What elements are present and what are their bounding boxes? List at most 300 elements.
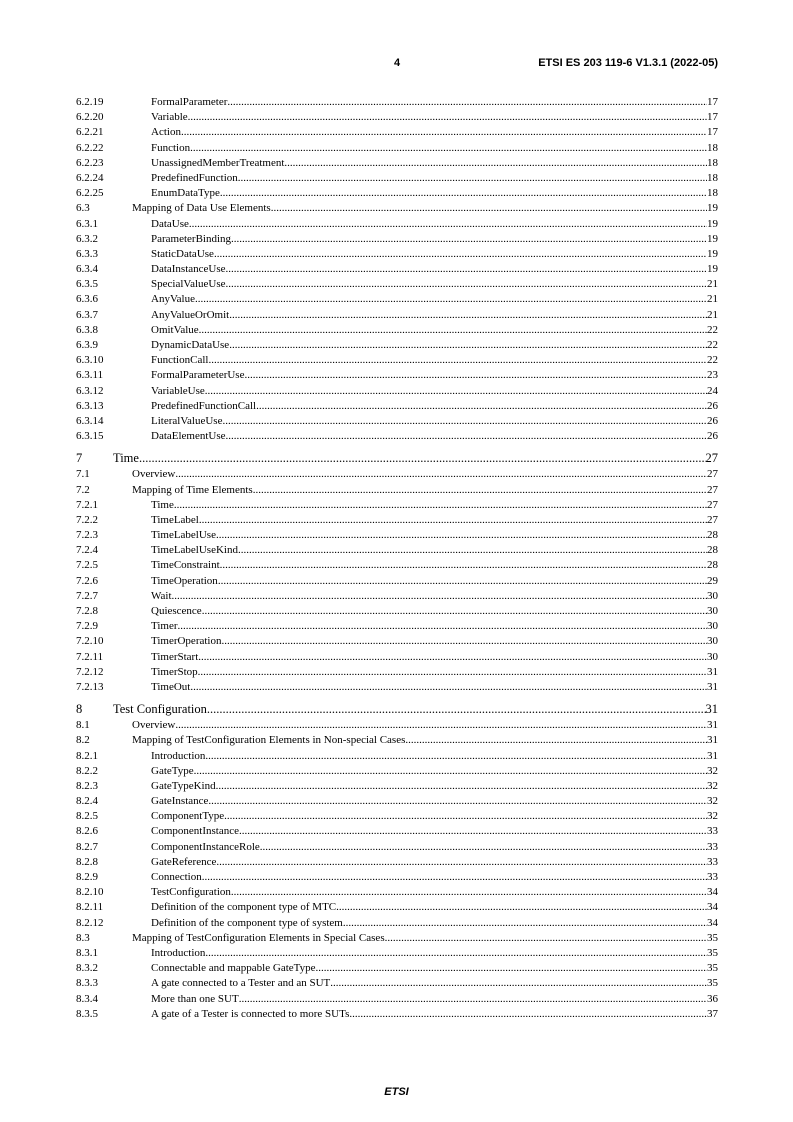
toc-entry-page: 30 xyxy=(707,635,718,648)
toc-entry-body xyxy=(151,589,718,604)
toc-entry-title: TimerStart xyxy=(151,650,199,663)
toc-leader-dots xyxy=(199,513,707,528)
toc-entry-title: Introduction xyxy=(151,749,206,762)
toc-entry-page: 32 xyxy=(707,810,718,823)
toc-entry[interactable] xyxy=(76,308,718,323)
toc-leader-dots xyxy=(194,764,707,779)
toc-entry-number: 8.3 xyxy=(76,931,90,944)
toc-entry-title: TimeLabel xyxy=(151,513,199,526)
toc-leader-dots xyxy=(188,110,707,125)
toc-leader-dots xyxy=(205,749,707,764)
toc-entry-page: 18 xyxy=(707,171,718,184)
toc-entry-page: 31 xyxy=(707,665,718,678)
toc-entry-number: 8.2 xyxy=(76,734,90,747)
toc-entry[interactable] xyxy=(76,1007,718,1022)
toc-entry[interactable] xyxy=(76,840,718,855)
toc-entry[interactable] xyxy=(76,201,718,216)
toc-entry-body xyxy=(151,764,718,779)
toc-leader-dots xyxy=(218,574,707,589)
toc-entry-title: Function xyxy=(151,141,191,154)
toc-entry-page: 19 xyxy=(707,217,718,230)
toc-entry[interactable] xyxy=(76,870,718,885)
toc-entry-body xyxy=(151,749,718,764)
toc-entry-page: 34 xyxy=(707,901,718,914)
toc-entry-page: 31 xyxy=(707,680,718,693)
toc-entry-page: 37 xyxy=(707,1007,718,1020)
toc-entry-number: 6.2.21 xyxy=(76,126,104,139)
toc-entry-body xyxy=(151,399,718,414)
toc-entry[interactable] xyxy=(76,946,718,961)
toc-entry-number: 6.3.9 xyxy=(76,339,98,351)
toc-entry-page: 21 xyxy=(707,308,718,321)
toc-leader-dots xyxy=(181,125,707,140)
toc-entry-number: 6.3.12 xyxy=(76,384,104,397)
toc-entry-number: 7.2.6 xyxy=(76,574,98,587)
toc-entry[interactable] xyxy=(76,110,718,125)
toc-entry-page: 22 xyxy=(707,339,718,351)
toc-entry-page: 27 xyxy=(707,513,718,526)
toc-entry-number: 8.2.12 xyxy=(76,916,104,929)
toc-leader-dots xyxy=(189,217,707,232)
toc-leader-dots xyxy=(172,589,708,604)
toc-entry-title: SpecialValueUse xyxy=(151,278,226,291)
toc-leader-dots xyxy=(221,634,707,649)
toc-entry-title: FormalParameterUse xyxy=(151,369,245,382)
toc-leader-dots xyxy=(216,528,707,543)
toc-entry[interactable] xyxy=(76,604,718,619)
toc-entry[interactable] xyxy=(76,885,718,900)
toc-entry-title: More than one SUT xyxy=(151,992,239,1005)
toc-entry-page: 21 xyxy=(707,293,718,306)
toc-entry-number: 8.2.2 xyxy=(76,764,98,777)
toc-entry-title: LiteralValueUse xyxy=(151,414,223,427)
toc-entry-number: 8.2.3 xyxy=(76,779,98,792)
toc-entry-title: ComponentInstanceRole xyxy=(151,840,260,853)
toc-leader-dots xyxy=(330,976,707,991)
toc-entry-number: 8.2.10 xyxy=(76,886,104,899)
toc-entry[interactable] xyxy=(76,186,718,201)
toc-entry[interactable] xyxy=(76,217,718,232)
toc-entry-number: 6.2.23 xyxy=(76,156,104,169)
toc-entry[interactable] xyxy=(76,794,718,809)
toc-entry[interactable] xyxy=(76,900,718,915)
toc-entry-page: 27 xyxy=(707,483,718,496)
toc-entry[interactable] xyxy=(76,824,718,839)
toc-entry-page: 31 xyxy=(705,702,718,717)
toc-entry-number: 8.2.8 xyxy=(76,855,98,868)
toc-entry-body xyxy=(151,498,718,513)
toc-entry-body xyxy=(151,262,718,277)
toc-entry[interactable] xyxy=(76,449,718,467)
toc-entry-body xyxy=(151,353,718,368)
toc-entry-number: 7.2.10 xyxy=(76,635,104,648)
toc-entry-page: 32 xyxy=(707,779,718,792)
toc-entry-page: 36 xyxy=(707,992,718,1005)
toc-entry-body xyxy=(151,885,718,900)
toc-entry-body xyxy=(132,201,718,216)
toc-entry-title: Time xyxy=(151,498,174,511)
toc-entry[interactable] xyxy=(76,399,718,414)
toc-entry-page: 31 xyxy=(707,719,718,732)
toc-entry-body xyxy=(151,558,718,573)
toc-entry[interactable] xyxy=(76,558,718,573)
toc-entry-page: 30 xyxy=(707,620,718,633)
toc-entry-title: Overview xyxy=(132,719,176,732)
toc-entry-number: 8.2.1 xyxy=(76,749,98,762)
toc-entry-title: DataUse xyxy=(151,217,189,230)
toc-entry-title: Action xyxy=(151,126,181,139)
toc-entry[interactable] xyxy=(76,992,718,1007)
toc-leader-dots xyxy=(205,384,707,399)
toc-entry[interactable] xyxy=(76,634,718,649)
toc-entry[interactable] xyxy=(76,931,718,946)
toc-leader-dots xyxy=(284,156,707,171)
toc-entry-page: 18 xyxy=(707,141,718,154)
toc-entry[interactable] xyxy=(76,338,718,353)
toc-entry-number: 6.2.25 xyxy=(76,187,104,200)
toc-leader-dots xyxy=(195,292,707,307)
toc-entry[interactable] xyxy=(76,498,718,513)
toc-entry[interactable] xyxy=(76,619,718,634)
toc-entry-number: 6.3.3 xyxy=(76,247,98,260)
toc-entry-body xyxy=(132,733,718,748)
toc-leader-dots xyxy=(208,353,707,368)
toc-entry-body xyxy=(151,650,718,665)
toc-leader-dots xyxy=(175,467,707,482)
toc-entry-page: 23 xyxy=(707,369,718,382)
toc-entry[interactable] xyxy=(76,277,718,292)
toc-leader-dots xyxy=(253,483,707,498)
toc-entry-body xyxy=(151,186,718,201)
toc-entry-body xyxy=(151,961,718,976)
toc-entry-page: 27 xyxy=(705,451,718,466)
toc-entry-title: A gate connected to a Tester and an SUT xyxy=(151,977,331,990)
toc-entry-body xyxy=(151,232,718,247)
toc-entry-number: 8.2.11 xyxy=(76,901,104,914)
toc-entry-number: 7 xyxy=(76,451,83,466)
toc-leader-dots xyxy=(349,1007,707,1022)
toc-entry-body xyxy=(151,429,718,444)
toc-entry[interactable] xyxy=(76,855,718,870)
toc-leader-dots xyxy=(198,650,707,665)
toc-entry-title: Quiescence xyxy=(151,605,202,617)
toc-entry-page: 33 xyxy=(707,825,718,838)
toc-entry-title: Mapping of Data Use Elements xyxy=(132,202,271,215)
toc-entry-title: Mapping of TestConfiguration Elements in Non-special Cases xyxy=(132,734,406,747)
toc-entry-body xyxy=(151,308,718,323)
toc-entry[interactable] xyxy=(76,665,718,680)
toc-entry[interactable] xyxy=(76,650,718,665)
toc-entry-page: 34 xyxy=(707,916,718,929)
toc-entry[interactable] xyxy=(76,528,718,543)
toc-leader-dots xyxy=(343,916,707,931)
toc-leader-dots xyxy=(220,558,707,573)
toc-entry-body xyxy=(151,992,718,1007)
toc-leader-dots xyxy=(222,414,707,429)
toc-entry[interactable] xyxy=(76,125,718,140)
toc-entry[interactable] xyxy=(76,543,718,558)
toc-entry-title: Test Configuration xyxy=(113,702,207,717)
toc-entry[interactable] xyxy=(76,353,718,368)
toc-entry[interactable] xyxy=(76,733,718,748)
toc-entry-title: FormalParameter xyxy=(151,96,228,108)
toc-entry-body xyxy=(151,368,718,383)
toc-entry-body xyxy=(132,483,718,498)
toc-entry-title: Introduction xyxy=(151,946,206,959)
toc-entry-title: Connection xyxy=(151,871,202,883)
toc-entry[interactable] xyxy=(76,156,718,171)
toc-leader-dots xyxy=(238,171,707,186)
toc-entry-page: 18 xyxy=(707,187,718,200)
toc-leader-dots xyxy=(238,543,707,558)
toc-entry-page: 31 xyxy=(707,749,718,762)
toc-entry-page: 30 xyxy=(707,650,718,663)
toc-entry[interactable] xyxy=(76,414,718,429)
toc-entry-body xyxy=(151,110,718,125)
toc-entry-body xyxy=(151,665,718,680)
toc-entry-number: 8.2.7 xyxy=(76,840,98,853)
toc-entry-number: 8.3.1 xyxy=(76,946,98,959)
toc-entry-number: 6.2.20 xyxy=(76,111,104,124)
toc-entry-number: 6.3.13 xyxy=(76,399,104,412)
toc-leader-dots xyxy=(227,95,707,110)
toc-entry-body xyxy=(151,414,718,429)
toc-entry-number: 7.2.5 xyxy=(76,559,98,572)
toc-entry[interactable] xyxy=(76,141,718,156)
toc-entry[interactable] xyxy=(76,368,718,383)
toc-leader-dots xyxy=(216,855,707,870)
toc-entry[interactable] xyxy=(76,232,718,247)
toc-entry-number: 6.2.19 xyxy=(76,96,104,108)
toc-entry-body xyxy=(151,574,718,589)
toc-entry[interactable] xyxy=(76,749,718,764)
toc-entry-body xyxy=(151,125,718,140)
toc-leader-dots xyxy=(256,399,707,414)
toc-entry-body xyxy=(151,779,718,794)
toc-entry-page: 35 xyxy=(707,962,718,975)
toc-entry-page: 18 xyxy=(707,156,718,169)
toc-entry-number: 6.3.11 xyxy=(76,369,104,382)
toc-entry-body xyxy=(151,247,718,262)
toc-leader-dots xyxy=(220,186,707,201)
toc-entry-page: 33 xyxy=(707,840,718,853)
toc-entry-number: 6.3.7 xyxy=(76,308,98,321)
toc-entry-page: 26 xyxy=(707,399,718,412)
toc-entry-body xyxy=(113,449,718,467)
toc-leader-dots xyxy=(178,619,708,634)
toc-entry-title: GateType xyxy=(151,764,194,777)
toc-leader-dots xyxy=(202,604,707,619)
toc-leader-dots xyxy=(207,700,706,718)
toc-entry-page: 33 xyxy=(707,871,718,883)
toc-entry-title: TimerOperation xyxy=(151,635,222,648)
toc-entry-title: AnyValue xyxy=(151,293,195,306)
page-header xyxy=(76,57,718,73)
toc-entry[interactable] xyxy=(76,262,718,277)
toc-entry-title: ParameterBinding xyxy=(151,232,232,245)
toc-entry-number: 7.2.8 xyxy=(76,605,98,617)
toc-entry[interactable] xyxy=(76,292,718,307)
toc-leader-dots xyxy=(199,323,707,338)
toc-leader-dots xyxy=(214,247,707,262)
toc-entry[interactable] xyxy=(76,700,718,718)
toc-entry-title: VariableUse xyxy=(151,384,205,397)
toc-entry-body xyxy=(151,323,718,338)
toc-leader-dots xyxy=(336,900,707,915)
toc-entry-body xyxy=(151,870,718,885)
toc-entry-title: Overview xyxy=(132,468,176,481)
toc-entry-body xyxy=(151,900,718,915)
toc-entry-number: 8.2.5 xyxy=(76,810,98,823)
toc-entry-page: 32 xyxy=(707,795,718,808)
toc-entry-page: 28 xyxy=(707,559,718,572)
toc-leader-dots xyxy=(202,870,707,885)
page-number: 4 xyxy=(393,57,401,69)
toc-entry[interactable] xyxy=(76,589,718,604)
toc-entry-number: 8.3.5 xyxy=(76,1007,98,1020)
toc-entry-number: 6.3.2 xyxy=(76,232,98,245)
toc-entry[interactable] xyxy=(76,680,718,695)
toc-entry[interactable] xyxy=(76,247,718,262)
toc-entry[interactable] xyxy=(76,764,718,779)
toc-entry[interactable] xyxy=(76,961,718,976)
toc-entry-title: Definition of the component type of MTC xyxy=(151,901,337,914)
toc-entry-body xyxy=(151,809,718,824)
toc-leader-dots xyxy=(174,498,707,513)
toc-entry-page: 17 xyxy=(707,96,718,108)
toc-entry-number: 7.2.9 xyxy=(76,620,98,633)
toc-entry[interactable] xyxy=(76,323,718,338)
toc-entry-title: Time xyxy=(113,451,139,466)
toc-entry-number: 6.3.15 xyxy=(76,430,104,443)
toc-entry-title: TimeLabelUseKind xyxy=(151,544,238,557)
toc-leader-dots xyxy=(260,840,707,855)
toc-entry-title: TimerStop xyxy=(151,665,198,678)
toc-entry-number: 6.3 xyxy=(76,202,90,215)
toc-entry[interactable] xyxy=(76,513,718,528)
toc-entry-title: PredefinedFunctionCall xyxy=(151,399,257,412)
toc-entry-page: 28 xyxy=(707,529,718,542)
toc-entry-page: 33 xyxy=(707,855,718,868)
toc-entry-title: UnassignedMemberTreatment xyxy=(151,156,285,169)
toc-leader-dots xyxy=(224,809,707,824)
toc-entry-page: 32 xyxy=(707,764,718,777)
toc-entry-body xyxy=(151,946,718,961)
toc-entry-page: 29 xyxy=(707,574,718,587)
toc-entry-page: 21 xyxy=(707,278,718,291)
toc-leader-dots xyxy=(405,733,707,748)
toc-entry-title: Variable xyxy=(151,111,188,124)
toc-entry-body xyxy=(151,840,718,855)
toc-entry[interactable] xyxy=(76,809,718,824)
toc-entry-title: TimeLabelUse xyxy=(151,529,216,542)
toc-entry-title: TimeOut xyxy=(151,680,191,693)
toc-entry-page: 17 xyxy=(707,111,718,124)
toc-leader-dots xyxy=(385,931,707,946)
toc-entry[interactable] xyxy=(76,429,718,444)
toc-leader-dots xyxy=(208,794,707,809)
toc-entry[interactable] xyxy=(76,779,718,794)
toc-entry-number: 6.3.14 xyxy=(76,414,104,427)
toc-entry-body xyxy=(151,976,718,991)
toc-leader-dots xyxy=(239,992,707,1007)
toc-entry-page: 31 xyxy=(707,734,718,747)
toc-entry-page: 27 xyxy=(707,498,718,511)
toc-entry-number: 6.3.4 xyxy=(76,263,98,276)
toc-entry-title: ComponentInstance xyxy=(151,825,239,838)
toc-entry-page: 35 xyxy=(707,977,718,990)
toc-entry-body xyxy=(113,700,718,718)
toc-entry-title: GateReference xyxy=(151,855,217,868)
toc-entry-title: Timer xyxy=(151,620,178,633)
toc-entry-number: 8.3.3 xyxy=(76,977,98,990)
toc-leader-dots xyxy=(315,961,707,976)
toc-entry[interactable] xyxy=(76,916,718,931)
toc-entry[interactable] xyxy=(76,384,718,399)
toc-leader-dots xyxy=(226,277,707,292)
toc-entry-body xyxy=(151,217,718,232)
toc-entry-number: 7.2.7 xyxy=(76,589,98,602)
toc-entry[interactable] xyxy=(76,95,718,110)
toc-entry-title: OmitValue xyxy=(151,323,199,336)
toc-entry-title: EnumDataType xyxy=(151,187,220,200)
toc-entry-number: 7.2.1 xyxy=(76,498,98,511)
toc-entry-body xyxy=(151,277,718,292)
toc-entry[interactable] xyxy=(76,483,718,498)
toc-entry-body xyxy=(151,141,718,156)
toc-entry-page: 35 xyxy=(707,931,718,944)
toc-leader-dots xyxy=(231,232,707,247)
toc-leader-dots xyxy=(190,141,707,156)
toc-leader-dots xyxy=(239,824,707,839)
toc-entry-title: Definition of the component type of system xyxy=(151,916,343,929)
toc-entry-body xyxy=(151,513,718,528)
toc-entry-body xyxy=(151,528,718,543)
toc-entry[interactable] xyxy=(76,467,718,482)
toc-entry-page: 17 xyxy=(707,126,718,139)
toc-leader-dots xyxy=(229,308,707,323)
toc-entry-title: DataElementUse xyxy=(151,430,226,443)
toc-entry-title: DynamicDataUse xyxy=(151,339,230,351)
toc-entry-title: Mapping of TestConfiguration Elements in Special Cases xyxy=(132,931,385,944)
toc-leader-dots xyxy=(244,368,707,383)
toc-entry-page: 19 xyxy=(707,247,718,260)
toc-entry-number: 8.2.6 xyxy=(76,825,98,838)
toc-entry-number: 6.3.8 xyxy=(76,323,98,336)
toc-entry[interactable] xyxy=(76,574,718,589)
toc-entry-page: 26 xyxy=(707,414,718,427)
toc-entry-number: 7.1 xyxy=(76,468,90,481)
toc-entry[interactable] xyxy=(76,976,718,991)
toc-entry-title: GateInstance xyxy=(151,795,209,808)
toc-entry-title: AnyValueOrOmit xyxy=(151,308,230,321)
toc-entry-number: 6.3.5 xyxy=(76,278,98,291)
toc-entry-page: 22 xyxy=(707,354,718,367)
toc-entry-number: 6.2.24 xyxy=(76,171,104,184)
toc-entry-body xyxy=(132,467,718,482)
toc-entry[interactable] xyxy=(76,171,718,186)
toc-entry-body xyxy=(151,680,718,695)
toc-entry-body xyxy=(151,384,718,399)
toc-entry-number: 8.2.4 xyxy=(76,795,98,808)
toc-entry-body xyxy=(151,95,718,110)
toc-leader-dots xyxy=(226,429,707,444)
toc-entry-number: 6.3.10 xyxy=(76,354,104,367)
toc-entry-title: Mapping of Time Elements xyxy=(132,483,253,496)
toc-entry[interactable] xyxy=(76,718,718,733)
toc-entry-title: TimeOperation xyxy=(151,574,218,587)
toc-entry-page: 30 xyxy=(707,605,718,617)
